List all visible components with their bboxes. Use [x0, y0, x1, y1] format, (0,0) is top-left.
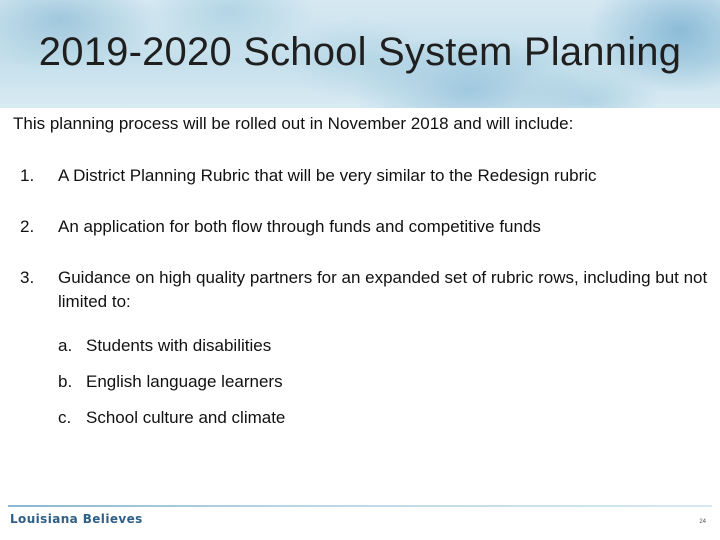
sub-list-item-text: School culture and climate — [86, 408, 286, 427]
list-item-text: A District Planning Rubric that will be very similar to the Redesign rubric — [58, 166, 597, 185]
list-item-text: An application for both flow through funds and competitive funds — [58, 217, 541, 236]
sub-list — [58, 334, 710, 430]
sub-list-item-letter: c. — [58, 408, 72, 427]
list-item-number: 3. — [20, 268, 35, 287]
sub-list-item — [58, 334, 710, 358]
sub-list-item — [58, 406, 710, 430]
footer-divider — [8, 505, 712, 507]
page-number: 24 — [699, 519, 706, 525]
sub-list-item-letter: b. — [58, 372, 73, 391]
list-item — [20, 266, 710, 430]
list-item-text: Guidance on high quality partners for an expanded set of rubric rows, including but not limited to: — [58, 268, 708, 311]
sub-list-item-text: English language learners — [86, 372, 283, 391]
list-item-number: 2. — [20, 217, 35, 236]
planning-list — [20, 164, 710, 442]
louisiana-believes-logo: Louisiana Believes — [10, 512, 143, 526]
list-item-number: 1. — [20, 166, 35, 185]
sub-list-item-letter: a. — [58, 336, 73, 355]
slide-title: 2019-2020 School System Planning — [38, 30, 682, 74]
list-item — [20, 164, 710, 188]
header-banner — [0, 0, 720, 108]
sub-list-item-text: Students with disabilities — [86, 336, 272, 355]
list-item — [20, 215, 710, 239]
intro-text: This planning process will be rolled out in November 2018 and will include: — [13, 114, 574, 133]
sub-list-item — [58, 370, 710, 394]
